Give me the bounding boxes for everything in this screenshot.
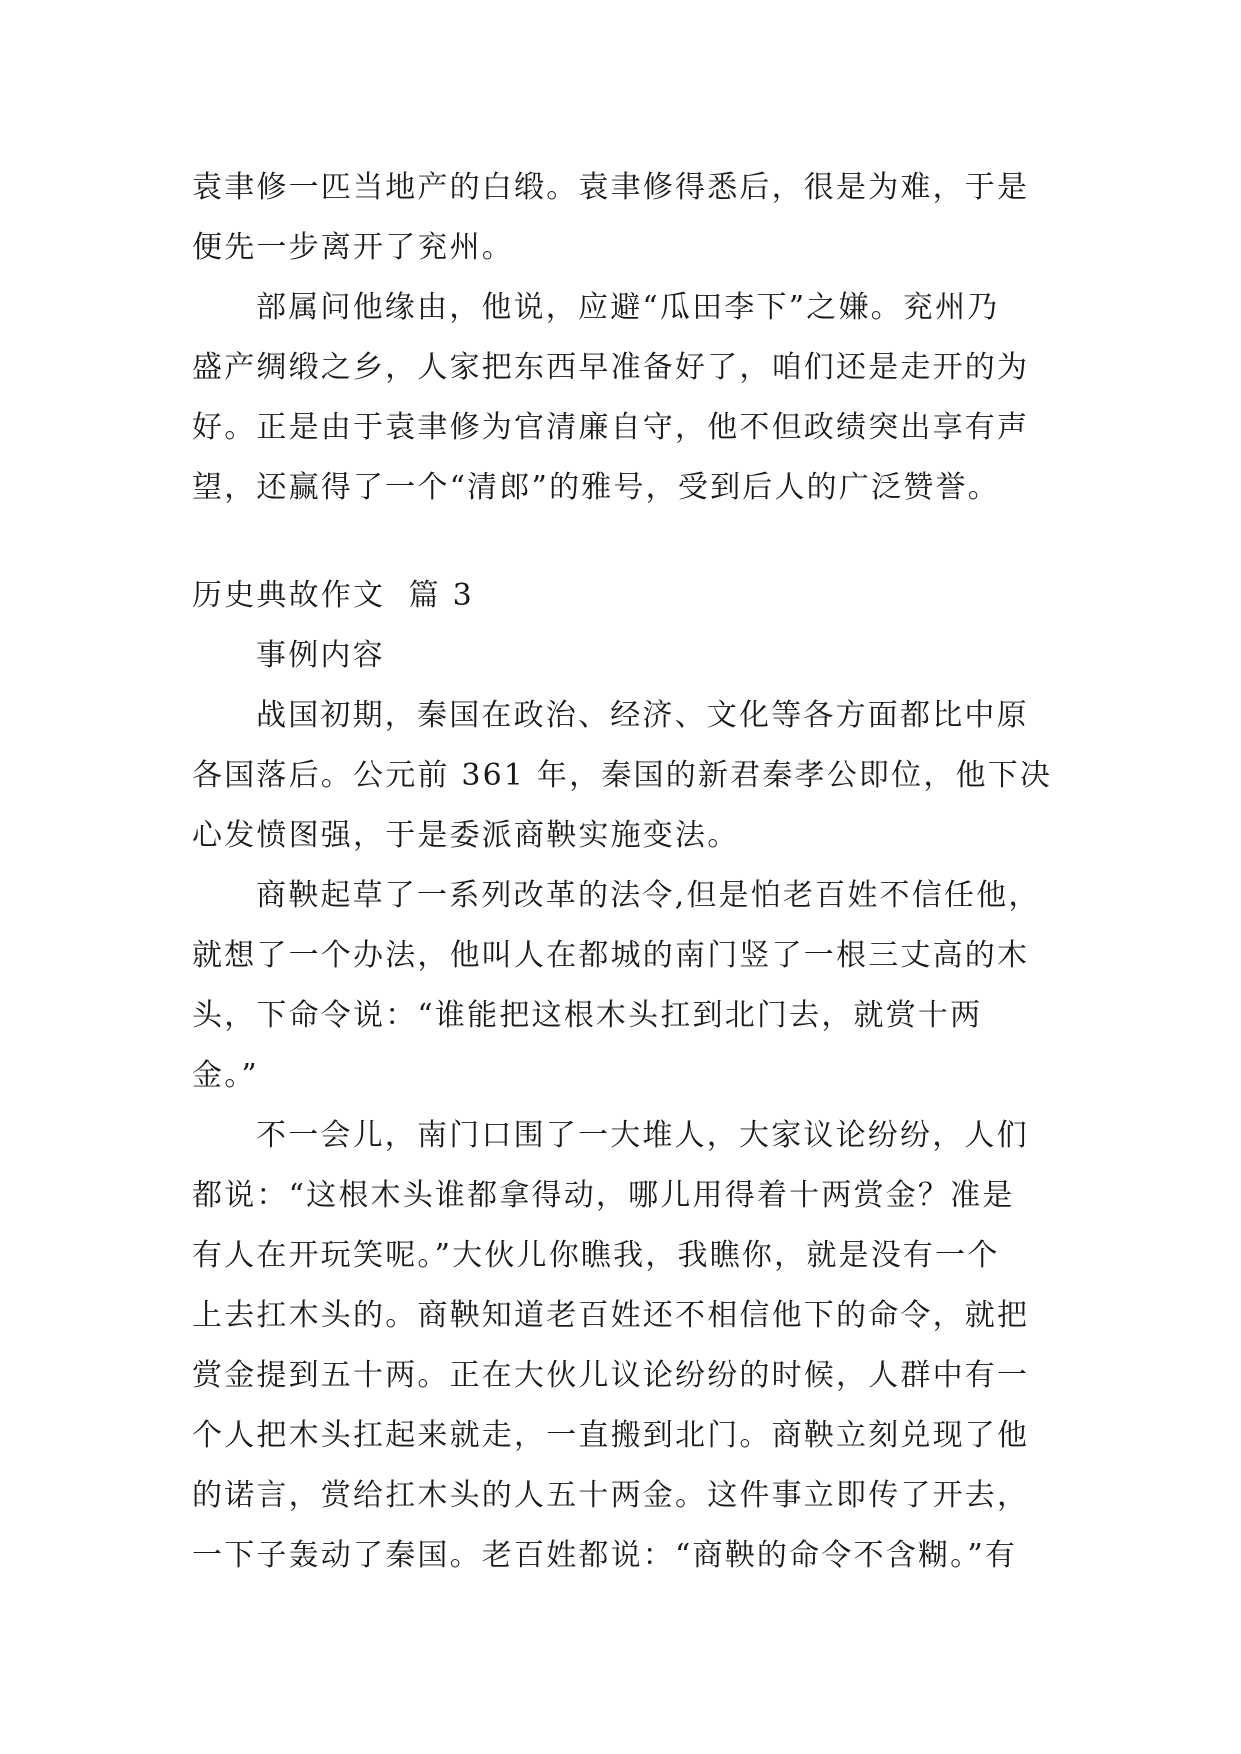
text-line: 战国初期，秦国在政治、经济、文化等各方面都比中原 bbox=[256, 698, 1029, 733]
text-line: 个人把木头扛起来就走，一直搬到北门。商鞅立刻兑现了他 bbox=[192, 1418, 1030, 1453]
text-line: 上去扛木头的。商鞅知道老百姓还不相信他下的命令，就把 bbox=[192, 1298, 1030, 1333]
paragraph-background bbox=[192, 686, 1072, 866]
document-page bbox=[192, 158, 1072, 1586]
text-line: 一下子轰动了秦国。老百姓都说：“商鞅的命令不含糊。”有 bbox=[192, 1538, 1018, 1573]
text-line: 都说：“这根木头谁都拿得动，哪儿用得着十两赏金？准是 bbox=[192, 1178, 1015, 1213]
text-line: 心发愤图强，于是委派商鞅实施变法。 bbox=[192, 818, 740, 853]
paragraph-continuation bbox=[192, 158, 1072, 278]
text-line: 袁聿修一匹当地产的白缎。袁聿修得悉后，很是为难，于是 bbox=[192, 170, 1030, 205]
section-heading: 历史典故作文 篇 3 bbox=[192, 578, 474, 613]
paragraph-order bbox=[192, 866, 1072, 1106]
text-line: 头，下命令说：“谁能把这根木头扛到北门去，就赏十两 bbox=[192, 998, 983, 1033]
text-line: 不一会儿，南门口围了一大堆人，大家议论纷纷，人们 bbox=[256, 1118, 1029, 1153]
text-line: 商鞅起草了一系列改革的法令,但是怕老百姓不信任他， bbox=[256, 878, 1041, 913]
text-line: 的诺言，赏给扛木头的人五十两金。这件事立即传了开去， bbox=[192, 1478, 1030, 1513]
text-line: 各国落后。公元前 361 年，秦国的新君秦孝公即位，他下决 bbox=[192, 758, 1053, 793]
text-line: 好。正是由于袁聿修为官清廉自守，他不但政绩突出享有声 bbox=[192, 410, 1030, 445]
text-line: 望，还赢得了一个“清郎”的雅号，受到后人的广泛赞誉。 bbox=[192, 470, 1000, 505]
text-line: 部属问他缘由，他说，应避“瓜田李下”之嫌。兖州乃 bbox=[256, 290, 1000, 325]
text-line: 金。” bbox=[192, 1058, 259, 1093]
text-line: 就想了一个办法，他叫人在都城的南门竖了一根三丈高的木 bbox=[192, 938, 1030, 973]
text-line: 赏金提到五十两。正在大伙儿议论纷纷的时候，人群中有一 bbox=[192, 1358, 1030, 1393]
text-line: 有人在开玩笑呢。”大伙儿你瞧我，我瞧你，就是没有一个 bbox=[192, 1238, 1000, 1273]
text-line: 盛产绸缎之乡，人家把东西早准备好了，咱们还是走开的为 bbox=[192, 350, 1030, 385]
section-subheading: 事例内容 bbox=[256, 638, 385, 673]
paragraph-crowd bbox=[192, 1106, 1072, 1586]
paragraph-ministry bbox=[192, 278, 1072, 518]
text-line: 便先一步离开了兖州。 bbox=[192, 230, 514, 265]
